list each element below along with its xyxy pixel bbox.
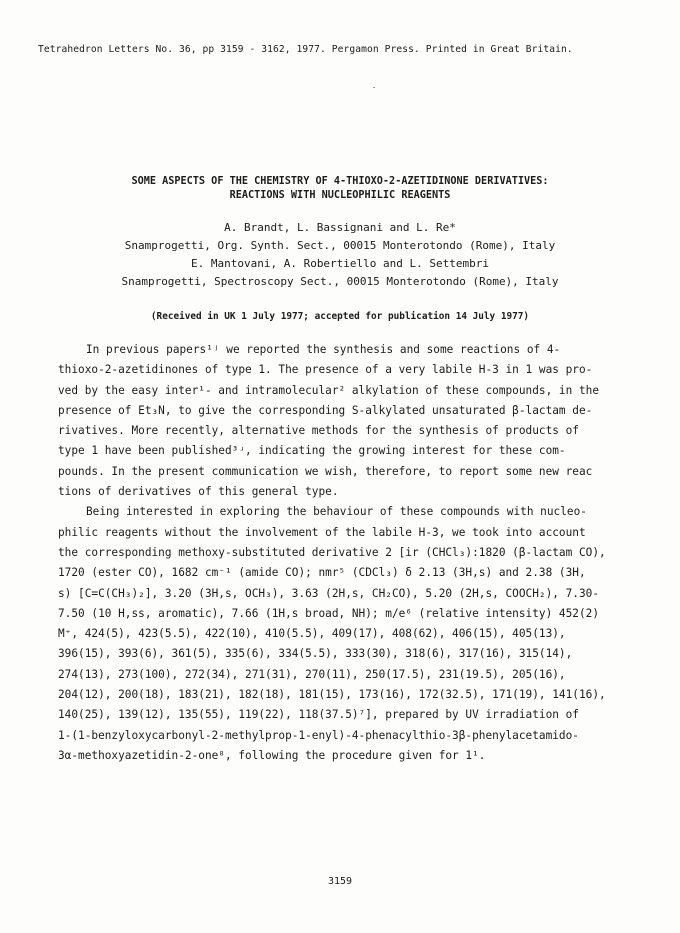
author-line: A. Brandt, L. Bassignani and L. Re* bbox=[224, 221, 456, 234]
page-number: 3159 bbox=[327, 876, 353, 887]
title-line: REACTIONS WITH NUCLEOPHILIC REAGENTS bbox=[229, 190, 451, 201]
body-line: 1-(1-benzyloxycarbonyl-2-methylprop-1-enyl)-4-phenacylthio-3β-phenylacetamido- bbox=[58, 728, 579, 742]
body-line: philic reagents without the involvement of the labile H-3, we took into account bbox=[58, 525, 586, 539]
running-head: Tetrahedron Letters No. 36, pp 3159 - 3162, 1977. Pergamon Press. Printed in Great Britain. bbox=[38, 44, 573, 55]
body-line: 7.50 (10 H,ss, aromatic), 7.66 (1H,s broad, NH); m/e⁶ (relative intensity) 452(2) bbox=[58, 606, 599, 620]
body-line: 1720 (ester CO), 1682 cm⁻¹ (amide CO); nmr⁵ (CDCl₃) δ 2.13 (3H,s) and 2.38 (3H, bbox=[58, 566, 586, 580]
title-line: SOME ASPECTS OF THE CHEMISTRY OF 4-THIOXO-2-AZETIDINONE DERIVATIVES: bbox=[131, 176, 549, 187]
body-line: 274(13), 273(100), 272(34), 271(31), 270(11), 250(17.5), 231(19.5), 205(16), bbox=[58, 667, 566, 681]
affiliation-line: Snamprogetti, Spectroscopy Sect., 00015 Monterotondo (Rome), Italy bbox=[121, 275, 559, 288]
body-line: tions of derivatives of this general type. bbox=[58, 485, 339, 499]
body-line: 140(25), 139(12), 135(55), 119(22), 118(37.5)⁷], prepared by UV irradiation of bbox=[58, 708, 579, 722]
body-line: ved by the easy inter¹- and intramolecular² alkylation of these compounds, in the bbox=[58, 383, 599, 397]
body-line: thioxo-2-azetidinones of type 1. The presence of a very labile H-3 in 1 was pro- bbox=[58, 363, 593, 377]
body-line: Being interested in exploring the behaviour of these compounds with nucleo- bbox=[86, 505, 587, 519]
body-line: pounds. In the present communication we wish, therefore, to report some new reac bbox=[58, 464, 593, 478]
article-title bbox=[0, 175, 680, 203]
body-line: In previous papers¹ʲ we reported the synthesis and some reactions of 4- bbox=[86, 343, 561, 356]
body-line: 204(12), 200(18), 183(21), 182(18), 181(15), 173(16), 172(32.5), 171(19), 141(16), bbox=[58, 688, 606, 702]
body-line: 3α-methoxyazetidin-2-one⁸, following the procedure given for 1¹. bbox=[58, 748, 486, 762]
body-line: rivatives. More recently, alternative methods for the synthesis of products of bbox=[58, 424, 579, 438]
body-line: M⁺, 424(5), 423(5.5), 422(10), 410(5.5), 409(17), 408(62), 406(15), 405(13), bbox=[58, 627, 566, 641]
body-line: presence of Et₃N, to give the corresponding S-alkylated unsaturated β-lactam de- bbox=[58, 403, 593, 417]
affiliation-line: Snamprogetti, Org. Synth. Sect., 00015 Monterotondo (Rome), Italy bbox=[124, 239, 556, 252]
article-body bbox=[58, 340, 658, 766]
body-line: 396(15), 393(6), 361(5), 335(6), 334(5.5), 333(30), 318(6), 317(16), 315(14), bbox=[58, 647, 573, 661]
received-dates: (Received in UK 1 July 1977; accepted for publication 14 July 1977) bbox=[150, 311, 530, 322]
body-line: the corresponding methoxy-substituted derivative 2 [ir (CHCl₃):1820 (β-lactam CO), bbox=[58, 545, 606, 559]
body-line: type 1 have been published³ʴ, indicating the growing interest for these com- bbox=[58, 444, 566, 458]
scan-speck bbox=[373, 87, 375, 88]
body-line: s) [C=C(CH₃)₂], 3.20 (3H,s, OCH₃), 3.63 (2H,s, CH₂CO), 5.20 (2H,s, COOCH₂), 7.30- bbox=[58, 586, 599, 600]
author-line: E. Mantovani, A. Robertiello and L. Settembri bbox=[190, 257, 489, 270]
authors-block bbox=[0, 219, 680, 291]
